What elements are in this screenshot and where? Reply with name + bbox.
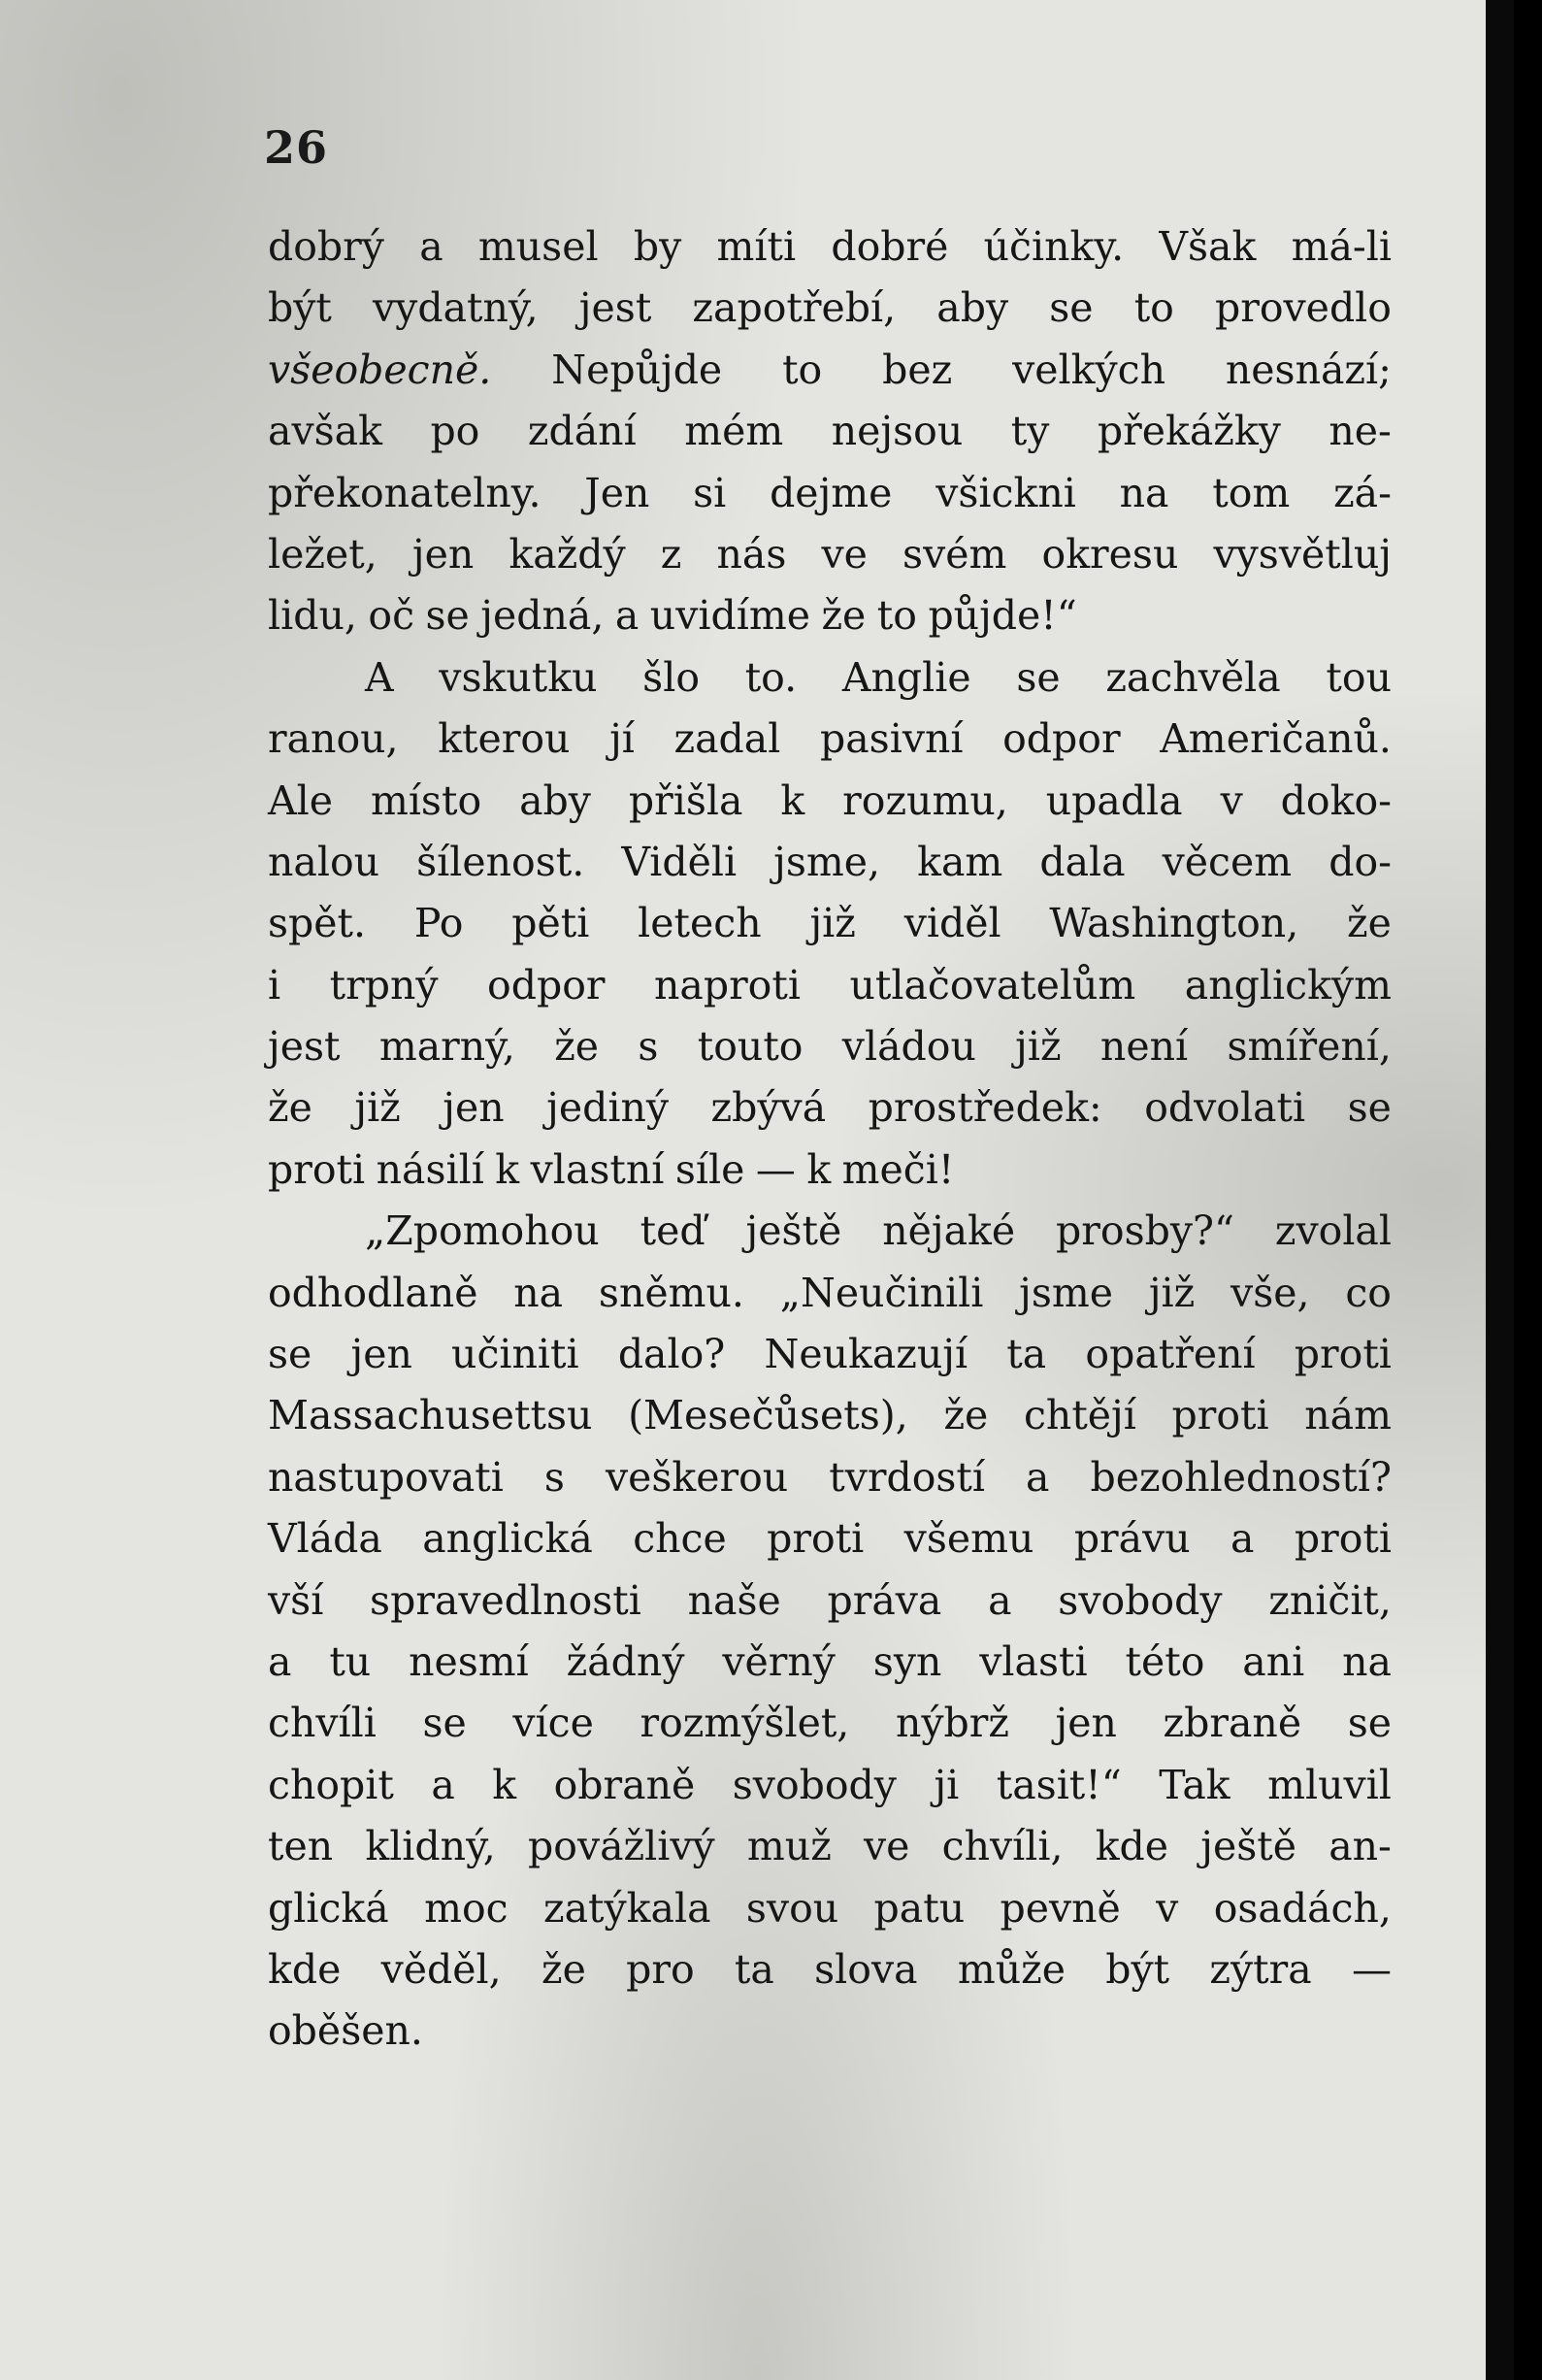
word: přišla bbox=[628, 777, 743, 824]
word: oč bbox=[368, 592, 415, 640]
word: avšak bbox=[268, 408, 382, 455]
word: A bbox=[365, 653, 394, 701]
text-line bbox=[268, 1570, 1392, 1632]
word: s bbox=[638, 1023, 659, 1071]
word: proti bbox=[767, 1515, 865, 1563]
text-line bbox=[268, 585, 1392, 646]
word: být bbox=[268, 284, 332, 332]
word: každý bbox=[509, 530, 626, 578]
word: tu bbox=[329, 1637, 372, 1685]
word: dobrý bbox=[268, 223, 384, 270]
text-line bbox=[268, 1816, 1392, 1877]
word: ne- bbox=[1329, 408, 1392, 455]
word: věděl, bbox=[380, 1945, 502, 1993]
word: Však bbox=[1159, 223, 1257, 270]
word: bezohledností? bbox=[1090, 1453, 1392, 1501]
text-line bbox=[268, 1693, 1392, 1754]
word: že bbox=[541, 1945, 586, 1993]
word: že bbox=[943, 1392, 989, 1439]
word: okresu bbox=[1041, 530, 1179, 578]
word: nesmí bbox=[409, 1637, 529, 1685]
word: účinky. bbox=[983, 223, 1125, 270]
word: jen bbox=[411, 530, 475, 578]
word: práva bbox=[827, 1576, 942, 1624]
word: všemu bbox=[903, 1515, 1034, 1563]
word: „Zpomohou bbox=[365, 1207, 600, 1255]
word: násilí bbox=[376, 1145, 484, 1193]
word: pevně bbox=[1000, 1884, 1121, 1932]
word: chce bbox=[633, 1515, 727, 1563]
word: povážlivý bbox=[528, 1823, 715, 1870]
text-line bbox=[268, 1077, 1392, 1139]
word: nejsou bbox=[831, 408, 964, 455]
page-number: 26 bbox=[264, 121, 329, 174]
word: to bbox=[1133, 284, 1174, 332]
word: již bbox=[354, 1084, 401, 1132]
word: Ale bbox=[268, 777, 333, 824]
word: letech bbox=[638, 900, 762, 947]
word: všickni bbox=[935, 469, 1076, 516]
word: obraně bbox=[553, 1761, 696, 1808]
word: tom bbox=[1212, 469, 1291, 516]
word: odvolati bbox=[1144, 1084, 1306, 1132]
word: rozumu, bbox=[842, 777, 1008, 824]
word: Viděli bbox=[621, 838, 738, 885]
word: syn bbox=[872, 1637, 942, 1685]
word: jest bbox=[578, 284, 652, 332]
word: kde bbox=[268, 1945, 342, 1993]
word: se bbox=[422, 1700, 467, 1747]
text-line bbox=[268, 1140, 1392, 1201]
word: tvrdostí bbox=[829, 1453, 986, 1501]
word: a bbox=[419, 223, 443, 270]
word: ještě bbox=[745, 1207, 842, 1255]
word: ranou, bbox=[268, 715, 399, 763]
text-line bbox=[268, 524, 1392, 585]
word: Američanů. bbox=[1160, 715, 1392, 763]
word: dala bbox=[1039, 838, 1126, 885]
text-line bbox=[268, 771, 1392, 832]
word: síle bbox=[674, 1145, 745, 1193]
word: této bbox=[1125, 1637, 1205, 1685]
book-spine-shadow bbox=[1486, 0, 1514, 2380]
word: si bbox=[693, 469, 727, 516]
word: anglickým bbox=[1184, 961, 1392, 1008]
word: na bbox=[513, 1269, 564, 1316]
word: tou bbox=[1326, 653, 1392, 701]
word: žádný bbox=[566, 1637, 685, 1685]
text-line bbox=[268, 278, 1392, 339]
text-line bbox=[268, 709, 1392, 770]
word: ten bbox=[268, 1823, 334, 1870]
word: svobody bbox=[732, 1761, 897, 1808]
word: se bbox=[1049, 284, 1094, 332]
word: se bbox=[1347, 1084, 1392, 1132]
word: ve bbox=[863, 1823, 910, 1870]
word: aby bbox=[936, 284, 1009, 332]
word: zadal bbox=[673, 715, 781, 763]
word: to bbox=[876, 592, 917, 640]
word: teď bbox=[640, 1207, 705, 1255]
word: co bbox=[1345, 1269, 1392, 1316]
word: Po bbox=[413, 900, 464, 947]
word: ty bbox=[1010, 408, 1050, 455]
word: již bbox=[1148, 1269, 1196, 1316]
word: nějaké bbox=[882, 1207, 1016, 1255]
word: patu bbox=[873, 1884, 966, 1932]
word: ve bbox=[821, 530, 868, 578]
text-line bbox=[268, 1878, 1392, 1939]
word: zá- bbox=[1333, 469, 1392, 516]
word: překážky bbox=[1097, 408, 1281, 455]
word: moc bbox=[424, 1884, 509, 1932]
text-line bbox=[268, 1632, 1392, 1693]
word: Vláda bbox=[268, 1515, 382, 1563]
word: smíření, bbox=[1227, 1023, 1392, 1071]
word: anglická bbox=[422, 1515, 593, 1563]
word: a bbox=[988, 1576, 1012, 1624]
word: k bbox=[806, 1145, 832, 1193]
word: vskutku bbox=[439, 653, 598, 701]
text-line bbox=[268, 647, 1392, 709]
text-line bbox=[268, 340, 1392, 401]
text-line bbox=[268, 1755, 1392, 1816]
text-line bbox=[268, 1385, 1392, 1446]
text-line bbox=[268, 1508, 1392, 1570]
word: vše, bbox=[1230, 1269, 1310, 1316]
word: již bbox=[1015, 1023, 1062, 1071]
word: jest bbox=[268, 1023, 341, 1071]
word: věcem bbox=[1162, 838, 1293, 885]
word: proti bbox=[268, 1145, 366, 1193]
word: (Mesečůsets), bbox=[628, 1392, 908, 1439]
word: k bbox=[780, 777, 805, 824]
word: se bbox=[1016, 653, 1061, 701]
word: pro bbox=[626, 1945, 695, 1993]
word: dalo? bbox=[617, 1331, 726, 1378]
word: doko- bbox=[1280, 777, 1392, 824]
word: pěti bbox=[511, 900, 590, 947]
word: oběšen. bbox=[268, 2007, 423, 2055]
word: do- bbox=[1329, 838, 1392, 885]
word: Nepůjde bbox=[551, 346, 723, 393]
word: to bbox=[782, 346, 823, 393]
word: se bbox=[1347, 1700, 1392, 1747]
word: má-li bbox=[1291, 223, 1392, 270]
word: chtějí bbox=[1023, 1392, 1136, 1439]
word: že bbox=[268, 1084, 312, 1132]
word: kam bbox=[917, 838, 1003, 885]
word: zbraně bbox=[1163, 1700, 1302, 1747]
word: nýbrž bbox=[895, 1700, 1009, 1747]
word: prostředek: bbox=[868, 1084, 1102, 1132]
word: provedlo bbox=[1214, 284, 1392, 332]
text-line bbox=[268, 1939, 1392, 2000]
text-line bbox=[268, 216, 1392, 278]
word: pasivní bbox=[819, 715, 964, 763]
text-line bbox=[268, 832, 1392, 893]
word: právu bbox=[1073, 1515, 1191, 1563]
word: na bbox=[1342, 1637, 1392, 1685]
word: jí bbox=[609, 715, 635, 763]
word: na bbox=[1119, 469, 1169, 516]
word: odhodlaně bbox=[268, 1269, 478, 1316]
word: vysvětluj bbox=[1213, 530, 1392, 578]
word: ještě bbox=[1200, 1823, 1297, 1870]
word: jediný bbox=[546, 1084, 670, 1132]
word: k bbox=[495, 1145, 520, 1193]
word: proti bbox=[1171, 1392, 1269, 1439]
word: po bbox=[430, 408, 480, 455]
text-line bbox=[268, 1263, 1392, 1324]
word: tasit!“ bbox=[996, 1761, 1122, 1808]
word: nesnází; bbox=[1225, 346, 1392, 393]
word: slova bbox=[814, 1945, 918, 1993]
word: glická bbox=[268, 1884, 389, 1932]
word: v bbox=[1156, 1884, 1179, 1932]
word: „Neučinili bbox=[779, 1269, 984, 1316]
word: ta bbox=[1006, 1331, 1047, 1378]
word: velkých bbox=[1012, 346, 1165, 393]
text-line bbox=[268, 1016, 1392, 1077]
word: vlastní bbox=[530, 1145, 665, 1193]
word: není bbox=[1099, 1023, 1189, 1071]
word: v bbox=[1220, 777, 1243, 824]
word: lidu, bbox=[268, 592, 357, 640]
word: spravedlnosti bbox=[370, 1576, 641, 1624]
word: všeobecně. bbox=[268, 346, 492, 393]
word: ta bbox=[734, 1945, 774, 1993]
word: dejme bbox=[770, 469, 893, 516]
word: překonatelny. bbox=[268, 469, 541, 516]
word: se bbox=[268, 1331, 312, 1378]
word: jen bbox=[1055, 1700, 1117, 1747]
word: místo bbox=[370, 777, 482, 824]
body-text bbox=[268, 216, 1392, 2063]
word: se bbox=[425, 592, 470, 640]
word: chopit bbox=[268, 1761, 394, 1808]
word: mluvil bbox=[1267, 1761, 1392, 1808]
word: opatření bbox=[1085, 1331, 1256, 1378]
word: naše bbox=[687, 1576, 781, 1624]
word: uvidíme bbox=[649, 592, 810, 640]
word: a bbox=[614, 592, 640, 640]
text-line bbox=[268, 1324, 1392, 1385]
text-line bbox=[268, 1201, 1392, 1262]
word: klidný, bbox=[365, 1823, 496, 1870]
word: a bbox=[268, 1637, 292, 1685]
word: odpor bbox=[487, 961, 606, 1008]
word: zvolal bbox=[1274, 1207, 1392, 1255]
word: půjde!“ bbox=[928, 592, 1077, 640]
word: touto bbox=[697, 1023, 804, 1071]
word: kde bbox=[1095, 1823, 1169, 1870]
word: upadla bbox=[1045, 777, 1183, 824]
word: i bbox=[268, 961, 281, 1008]
word: veškerou bbox=[605, 1453, 789, 1501]
word: a bbox=[1026, 1453, 1050, 1501]
word: nalou bbox=[268, 838, 380, 885]
word: odpor bbox=[1002, 715, 1121, 763]
word: vládou bbox=[841, 1023, 976, 1071]
word: a bbox=[431, 1761, 455, 1808]
word: jsme bbox=[1019, 1269, 1114, 1316]
word: muž bbox=[746, 1823, 832, 1870]
word: meči! bbox=[841, 1145, 955, 1193]
word: ji bbox=[934, 1761, 960, 1808]
word: ležet, bbox=[268, 530, 377, 578]
word: Massachusettsu bbox=[268, 1392, 593, 1439]
word: nastupovati bbox=[268, 1453, 504, 1501]
word: to. bbox=[744, 653, 798, 701]
word: více bbox=[512, 1700, 594, 1747]
word: aby bbox=[519, 777, 591, 824]
word: vydatný, bbox=[373, 284, 539, 332]
word: šílenost. bbox=[416, 838, 585, 885]
word: marný, bbox=[378, 1023, 515, 1071]
word: že bbox=[821, 592, 867, 640]
word: nás bbox=[716, 530, 787, 578]
word: chvíli bbox=[268, 1700, 377, 1747]
word: jen bbox=[350, 1331, 412, 1378]
word: zýtra bbox=[1209, 1945, 1312, 1993]
word: učiniti bbox=[451, 1331, 579, 1378]
text-line bbox=[268, 2000, 1392, 2062]
word: Jen bbox=[584, 469, 650, 516]
text-line bbox=[268, 463, 1392, 524]
word: chvíli, bbox=[941, 1823, 1064, 1870]
word: zbývá bbox=[710, 1084, 827, 1132]
word: Washington, bbox=[1049, 900, 1299, 947]
word: by bbox=[633, 223, 682, 270]
word: vlasti bbox=[979, 1637, 1088, 1685]
word: an- bbox=[1329, 1823, 1392, 1870]
word: mém bbox=[684, 408, 784, 455]
word: k bbox=[492, 1761, 517, 1808]
word: může bbox=[957, 1945, 1066, 1993]
word: bez bbox=[882, 346, 953, 393]
word: sněmu. bbox=[598, 1269, 744, 1316]
word: nám bbox=[1304, 1392, 1392, 1439]
word: proti bbox=[1294, 1515, 1392, 1563]
word: Tak bbox=[1159, 1761, 1230, 1808]
word: Neukazují bbox=[764, 1331, 968, 1378]
word: zdání bbox=[527, 408, 637, 455]
text-line bbox=[268, 955, 1392, 1016]
text-line bbox=[268, 893, 1392, 954]
word: jedná, bbox=[480, 592, 605, 640]
word: kterou bbox=[438, 715, 571, 763]
text-line bbox=[268, 401, 1392, 462]
word: svobody bbox=[1058, 1576, 1223, 1624]
text-line bbox=[268, 1447, 1392, 1508]
word: Anglie bbox=[841, 653, 971, 701]
word: z bbox=[660, 530, 682, 578]
word: šlo bbox=[642, 653, 701, 701]
word: zapotřebí, bbox=[692, 284, 897, 332]
word: utlačovatelům bbox=[849, 961, 1136, 1008]
word: rozmýšlet, bbox=[640, 1700, 850, 1747]
word: vší bbox=[268, 1576, 324, 1624]
word: míti bbox=[716, 223, 797, 270]
word: ani bbox=[1242, 1637, 1305, 1685]
word: s bbox=[543, 1453, 565, 1501]
word: trpný bbox=[329, 961, 439, 1008]
word: že bbox=[554, 1023, 600, 1071]
word: jsme, bbox=[773, 838, 881, 885]
word: musel bbox=[477, 223, 599, 270]
word: proti bbox=[1294, 1331, 1392, 1378]
word: viděl bbox=[903, 900, 1001, 947]
word: jen bbox=[443, 1084, 505, 1132]
word: již bbox=[809, 900, 856, 947]
word: svém bbox=[902, 530, 1007, 578]
word: svou bbox=[745, 1884, 839, 1932]
word: osadách, bbox=[1213, 1884, 1392, 1932]
word: zatýkala bbox=[542, 1884, 711, 1932]
word: zničit, bbox=[1268, 1576, 1392, 1624]
word: zachvěla bbox=[1105, 653, 1281, 701]
word: dobré bbox=[831, 223, 949, 270]
word: prosby?“ bbox=[1056, 1207, 1234, 1255]
word: být bbox=[1105, 1945, 1170, 1993]
word: a bbox=[1230, 1515, 1255, 1563]
word: věrný bbox=[722, 1637, 836, 1685]
word: spět. bbox=[268, 900, 367, 947]
word: že bbox=[1347, 900, 1392, 947]
word: naproti bbox=[653, 961, 801, 1008]
word: — bbox=[755, 1145, 796, 1193]
word: — bbox=[1351, 1945, 1392, 1993]
